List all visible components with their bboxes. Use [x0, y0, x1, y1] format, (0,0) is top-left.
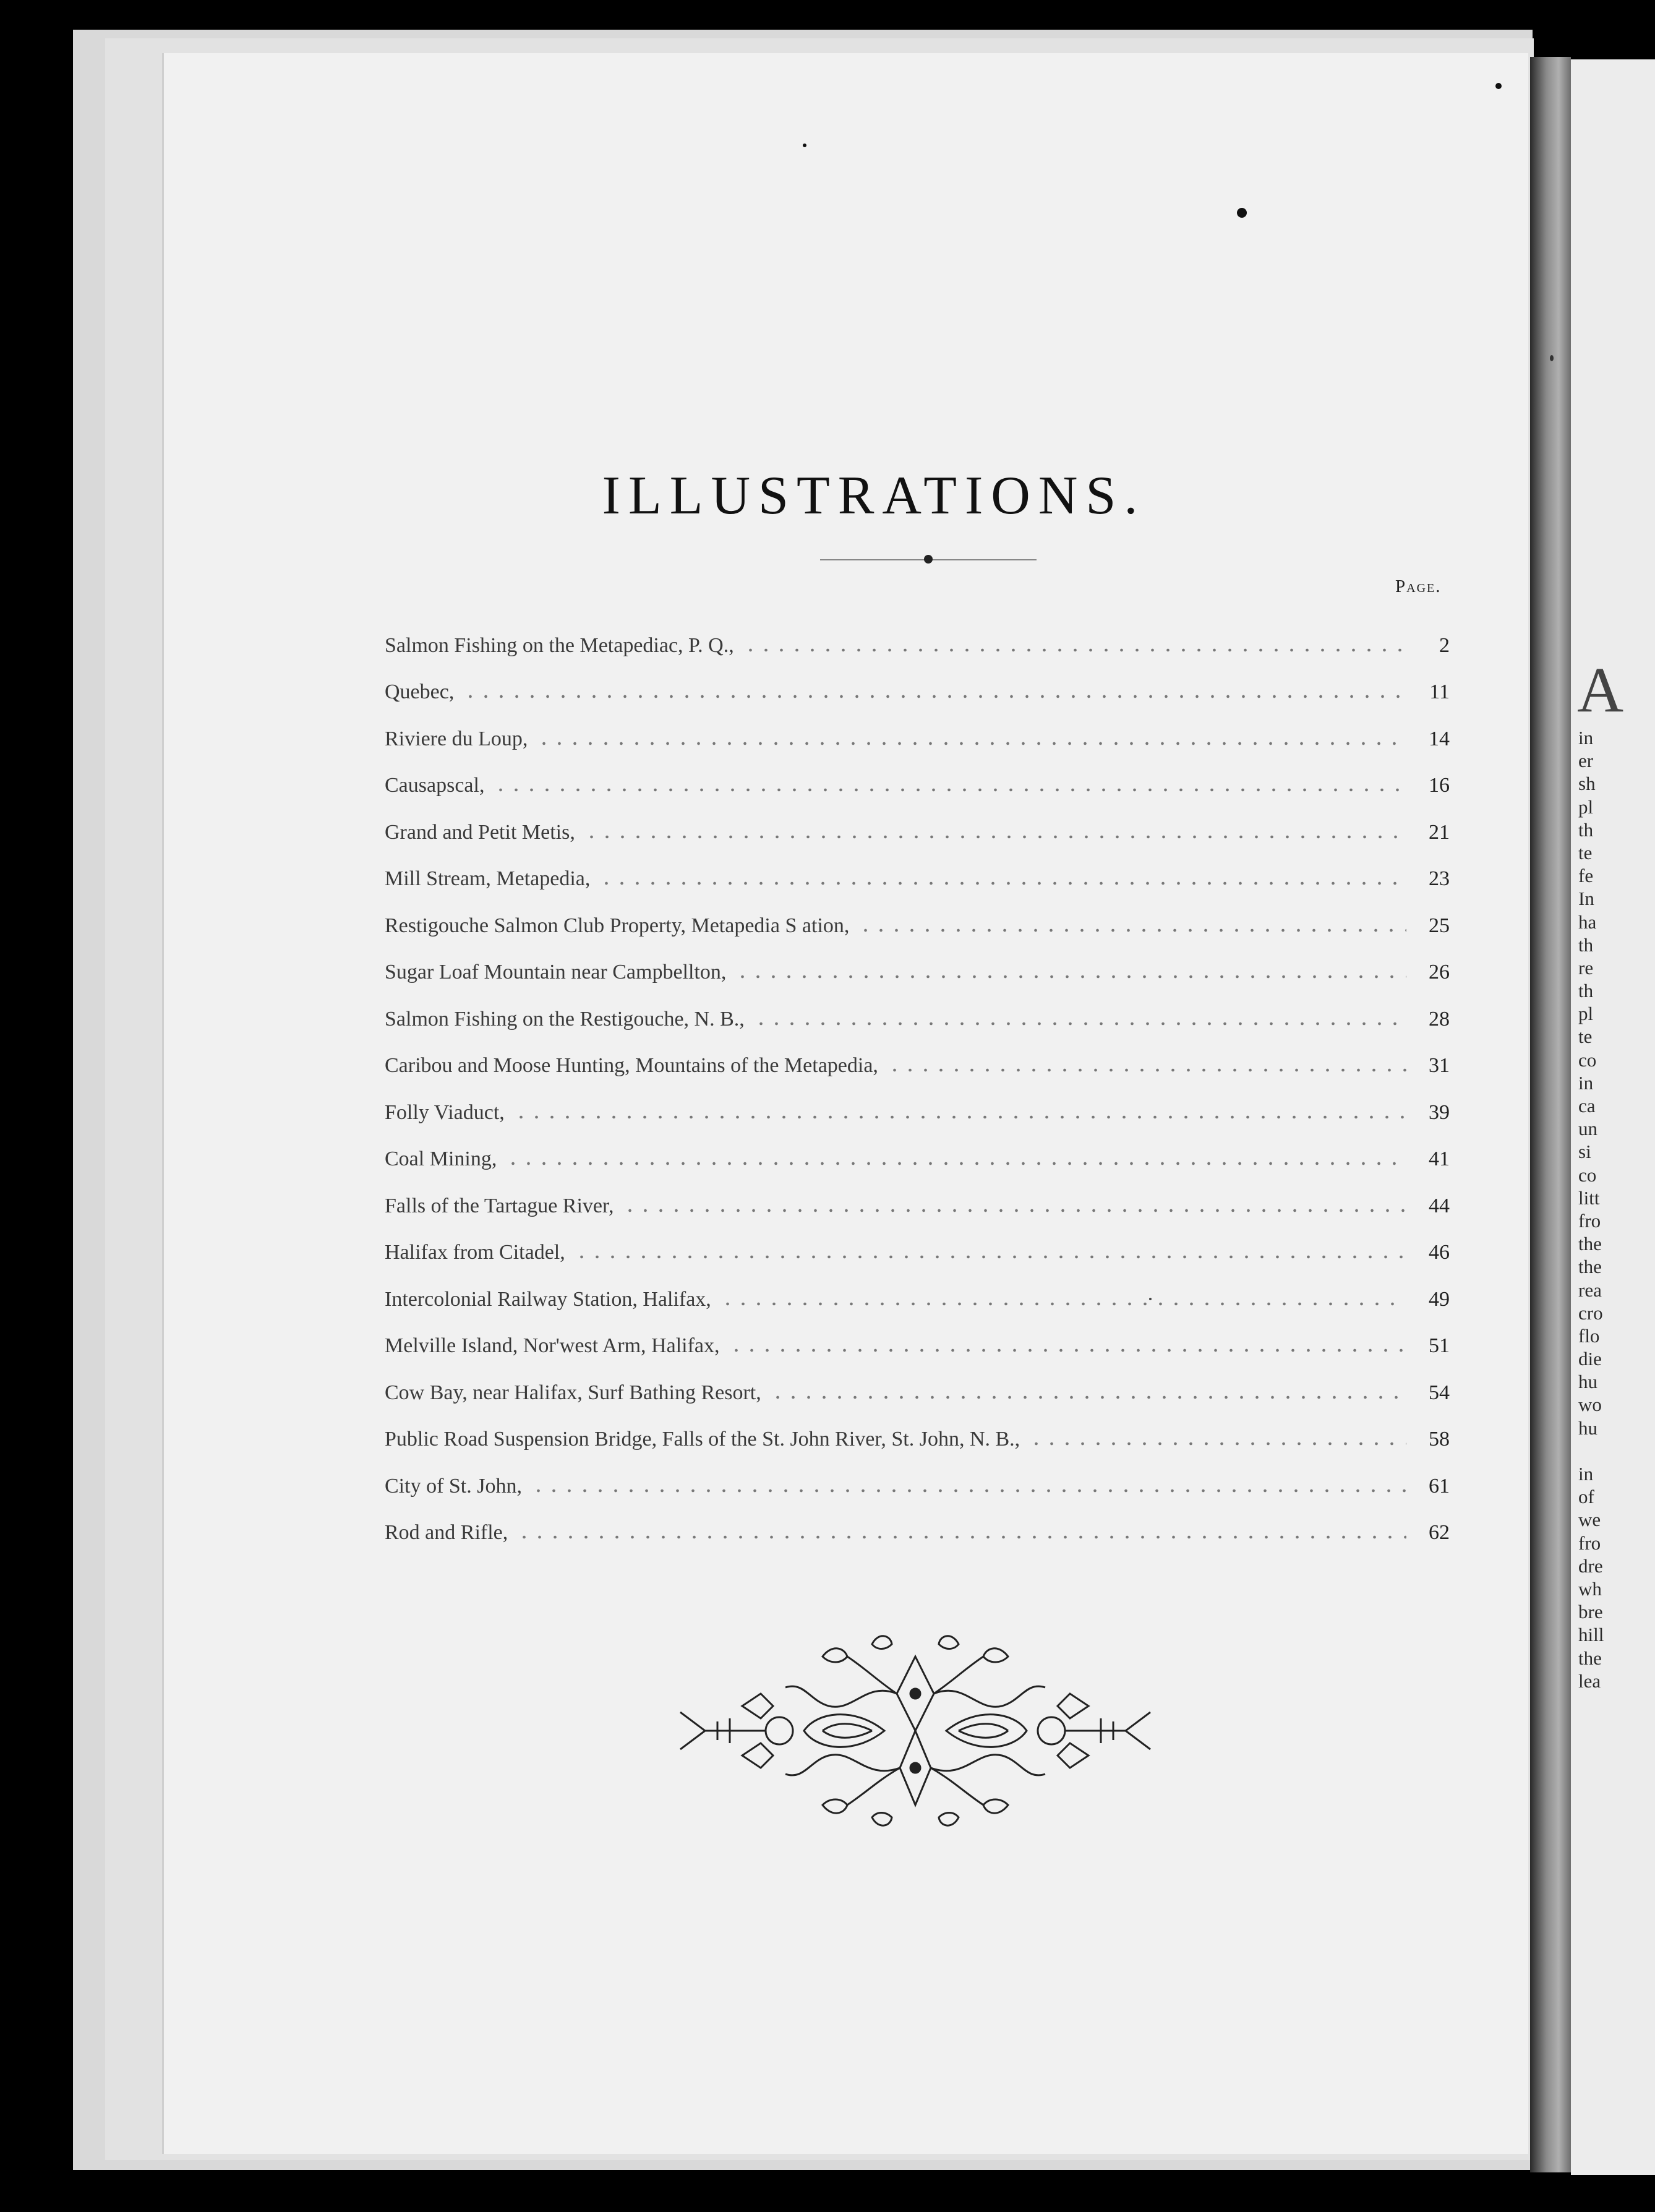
toc-entry-page: 14 [1429, 727, 1450, 750]
dot-leader [743, 640, 1406, 661]
facing-line-fragment: sh [1578, 773, 1596, 795]
facing-line-fragment: hill [1578, 1624, 1604, 1646]
dot-leader [513, 1107, 1406, 1128]
dot-leader [505, 1153, 1406, 1174]
facing-line-fragment: we [1578, 1509, 1601, 1531]
toc-entry-page: 49 [1429, 1287, 1450, 1311]
toc-entry [385, 1370, 1450, 1417]
dot-leader [720, 1293, 1406, 1314]
page-column-header: Page. [1395, 577, 1442, 596]
toc-entry-page: 28 [1429, 1007, 1450, 1031]
toc-entry [385, 1510, 1450, 1557]
toc-entry-title: Salmon Fishing on the Restigouche, N. B., [385, 1007, 745, 1031]
facing-line-fragment: un [1578, 1118, 1597, 1140]
facing-line-fragment: fro [1578, 1532, 1601, 1554]
illustrations-list [385, 622, 1450, 1556]
toc-entry [385, 1136, 1450, 1183]
dot-leader [729, 1340, 1406, 1361]
dot-leader [622, 1200, 1406, 1221]
facing-line-fragment: wh [1578, 1577, 1602, 1600]
facing-line-fragment: in [1578, 1463, 1594, 1485]
ink-speck [1149, 1298, 1152, 1300]
dot-leader [753, 1013, 1406, 1034]
facing-text-fragments [1578, 726, 1655, 1692]
facing-line-fragment: re [1578, 956, 1594, 979]
toc-entry-page: 61 [1429, 1474, 1450, 1498]
toc-entry-page: 11 [1429, 680, 1450, 704]
facing-page [1571, 59, 1655, 2175]
toc-entry-title: Causapscal, [385, 774, 485, 797]
facing-line-fragment: th [1578, 980, 1594, 1002]
facing-line-fragment [1578, 1439, 1655, 1462]
facing-line-fragment: in [1578, 727, 1594, 748]
toc-entry-page: 21 [1429, 820, 1450, 844]
dot-leader [463, 686, 1406, 707]
facing-line-fragment: co [1578, 1048, 1597, 1071]
toc-entry [385, 1043, 1450, 1090]
toc-entry-page: 26 [1429, 961, 1450, 984]
facing-line-fragment: the [1578, 1233, 1602, 1255]
dot-leader [887, 1060, 1406, 1081]
page-title: ILLUSTRATIONS. [602, 465, 1146, 526]
toc-entry [385, 1089, 1450, 1136]
dot-leader [516, 1527, 1406, 1548]
facing-line-fragment: fe [1578, 865, 1594, 887]
dot-leader [536, 733, 1406, 754]
facing-line-fragment: bre [1578, 1601, 1603, 1623]
toc-entry-page: 51 [1429, 1334, 1450, 1358]
toc-entry-title: Caribou and Moose Hunting, Mountains of the Metapedia, [385, 1054, 878, 1078]
toc-entry-page: 46 [1429, 1241, 1450, 1264]
facing-drop-cap: A [1577, 654, 1624, 726]
facing-line-fragment: te [1578, 841, 1593, 864]
facing-line-fragment: hu [1578, 1417, 1597, 1439]
toc-entry [385, 763, 1450, 810]
toc-entry-page: 58 [1429, 1428, 1450, 1451]
toc-entry-title: Restigouche Salmon Club Property, Metapedia S ation, [385, 914, 850, 937]
dot-leader [1028, 1433, 1406, 1454]
toc-entry [385, 1417, 1450, 1464]
ink-speck [1495, 83, 1502, 89]
toc-entry [385, 669, 1450, 716]
toc-entry [385, 1183, 1450, 1230]
toc-entry-page: 25 [1429, 914, 1450, 937]
facing-line-fragment: rea [1578, 1279, 1602, 1301]
facing-line-fragment: hu [1578, 1371, 1597, 1393]
dot-leader [584, 826, 1406, 847]
dot-leader [493, 779, 1406, 800]
ink-speck [803, 144, 806, 147]
toc-entry-title: Salmon Fishing on the Metapediac, P. Q., [385, 633, 734, 657]
toc-entry-title: City of St. John, [385, 1474, 522, 1498]
toc-entry-title: Cow Bay, near Halifax, Surf Bathing Resort, [385, 1381, 761, 1404]
toc-entry [385, 902, 1450, 950]
toc-entry-title: Intercolonial Railway Station, Halifax, [385, 1287, 711, 1311]
toc-entry [385, 1323, 1450, 1370]
toc-entry-title: Rod and Rifle, [385, 1521, 508, 1545]
facing-line-fragment: th [1578, 818, 1594, 841]
facing-line-fragment: pl [1578, 795, 1594, 818]
floral-ornament-icon [668, 1619, 1163, 1843]
toc-entry-title: Folly Viaduct, [385, 1100, 505, 1124]
dot-leader [599, 873, 1406, 894]
toc-entry [385, 996, 1450, 1043]
toc-entry [385, 1230, 1450, 1277]
facing-line-fragment: wo [1578, 1394, 1602, 1416]
toc-entry-page: 62 [1429, 1521, 1450, 1545]
toc-entry [385, 950, 1450, 997]
dot-leader [735, 966, 1406, 987]
facing-line-fragment: dre [1578, 1554, 1603, 1577]
facing-line-fragment: lea [1578, 1670, 1601, 1692]
facing-line-fragment: cro [1578, 1301, 1603, 1324]
facing-line-fragment: pl [1578, 1003, 1594, 1025]
facing-line-fragment: of [1578, 1486, 1594, 1508]
facing-line-fragment: die [1578, 1348, 1602, 1370]
toc-entry [385, 856, 1450, 903]
toc-entry-page: 16 [1429, 774, 1450, 797]
dot-leader [574, 1246, 1406, 1267]
toc-entry [385, 1276, 1450, 1323]
dot-leader [531, 1480, 1406, 1501]
toc-entry-title: Sugar Loaf Mountain near Campbellton, [385, 961, 727, 984]
book-gutter [1530, 57, 1571, 2172]
facing-line-fragment: er [1578, 750, 1594, 772]
toc-entry-title: Riviere du Loup, [385, 727, 528, 750]
facing-line-fragment: si [1578, 1141, 1591, 1163]
toc-entry-title: Melville Island, Nor'west Arm, Halifax, [385, 1334, 720, 1358]
ink-speck [1237, 208, 1247, 218]
toc-entry [385, 809, 1450, 856]
toc-entry-title: Mill Stream, Metapedia, [385, 867, 591, 891]
facing-line-fragment: te [1578, 1026, 1593, 1048]
ink-speck [1550, 355, 1554, 361]
toc-entry [385, 1463, 1450, 1510]
toc-entry-title: Falls of the Tartague River, [385, 1194, 614, 1217]
title-divider-dot [924, 555, 933, 564]
toc-entry-title: Quebec, [385, 680, 455, 704]
dot-leader [770, 1387, 1406, 1408]
facing-line-fragment: co [1578, 1164, 1597, 1186]
facing-line-fragment: In [1578, 888, 1594, 910]
toc-entry [385, 716, 1450, 763]
facing-line-fragment: ca [1578, 1095, 1596, 1117]
dot-leader [858, 920, 1406, 941]
toc-entry-page: 39 [1429, 1100, 1450, 1124]
facing-line-fragment: the [1578, 1647, 1602, 1669]
facing-line-fragment: in [1578, 1071, 1594, 1094]
facing-line-fragment: the [1578, 1256, 1602, 1278]
toc-entry-page: 54 [1429, 1381, 1450, 1404]
facing-line-fragment: ha [1578, 911, 1597, 933]
facing-line-fragment: flo [1578, 1324, 1600, 1347]
toc-entry-page: 44 [1429, 1194, 1450, 1217]
toc-entry-title: Coal Mining, [385, 1147, 497, 1171]
toc-entry-title: Halifax from Citadel, [385, 1241, 565, 1264]
toc-entry-page: 23 [1429, 867, 1450, 891]
toc-entry-page: 41 [1429, 1147, 1450, 1171]
toc-entry [385, 622, 1450, 669]
facing-line-fragment: th [1578, 933, 1594, 956]
toc-entry-title: Grand and Petit Metis, [385, 820, 575, 844]
facing-line-fragment: litt [1578, 1186, 1600, 1209]
toc-entry-page: 2 [1439, 633, 1450, 657]
toc-entry-title: Public Road Suspension Bridge, Falls of the St. John River, St. John, N. B., [385, 1428, 1020, 1451]
facing-line-fragment: fro [1578, 1209, 1601, 1232]
toc-entry-page: 31 [1429, 1054, 1450, 1078]
